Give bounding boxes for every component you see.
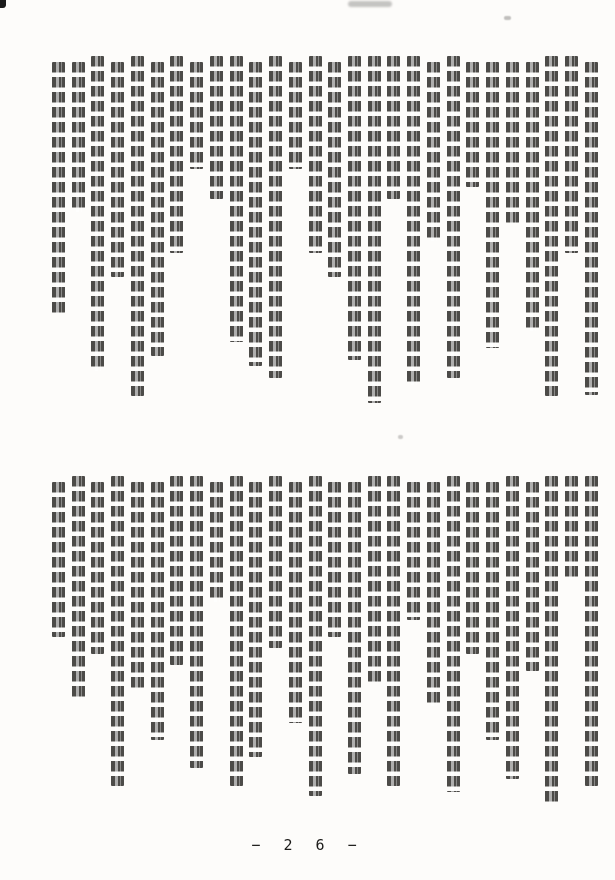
redacted-text-column xyxy=(72,476,85,700)
redacted-text-column xyxy=(170,56,183,253)
redacted-text-column xyxy=(387,56,400,199)
redacted-text-column xyxy=(348,482,361,774)
redacted-text-column xyxy=(269,476,282,648)
redacted-text-column xyxy=(585,476,598,786)
redacted-text-column xyxy=(466,62,479,187)
redacted-text-column xyxy=(111,62,124,277)
redacted-text-column xyxy=(585,62,598,395)
scan-artifact-corner xyxy=(0,0,6,8)
redacted-text-column xyxy=(289,482,302,723)
redacted-text-column xyxy=(249,482,262,757)
redacted-text-column xyxy=(447,476,460,792)
redacted-text-column xyxy=(210,482,223,602)
redacted-text-column xyxy=(387,476,400,786)
redacted-text-column xyxy=(427,62,440,241)
redacted-text-column xyxy=(486,482,499,740)
redacted-text-column xyxy=(565,476,578,579)
top-text-block xyxy=(52,56,598,414)
redacted-text-column xyxy=(289,62,302,169)
redacted-text-column xyxy=(170,476,183,665)
redacted-text-column xyxy=(151,482,164,740)
redacted-text-column xyxy=(309,56,322,253)
redacted-text-column xyxy=(131,56,144,396)
redacted-text-column xyxy=(249,62,262,366)
redacted-text-column xyxy=(368,56,381,403)
redacted-text-column xyxy=(506,62,519,223)
redacted-text-column xyxy=(526,62,539,331)
redacted-text-column xyxy=(210,56,223,199)
bottom-text-block xyxy=(52,476,598,820)
redacted-text-column xyxy=(427,482,440,706)
redacted-text-column xyxy=(131,482,144,688)
redacted-text-column xyxy=(328,482,341,637)
scan-artifact-fleck xyxy=(398,435,403,439)
redacted-text-column xyxy=(230,476,243,786)
redacted-text-column xyxy=(328,62,341,277)
redacted-text-column xyxy=(486,62,499,348)
redacted-text-column xyxy=(91,56,104,371)
redacted-text-column xyxy=(526,482,539,671)
redacted-text-column xyxy=(190,62,203,169)
redacted-text-column xyxy=(52,62,65,313)
redacted-text-column xyxy=(52,482,65,637)
redacted-text-column xyxy=(190,476,203,768)
redacted-text-column xyxy=(466,482,479,654)
redacted-text-column xyxy=(506,476,519,779)
redacted-text-column xyxy=(309,476,322,796)
redacted-text-column xyxy=(230,56,243,342)
redacted-text-column xyxy=(447,56,460,378)
redacted-text-column xyxy=(72,62,85,212)
redacted-text-column xyxy=(368,476,381,682)
redacted-text-column xyxy=(111,476,124,786)
scan-artifact-fleck xyxy=(504,16,511,20)
redacted-text-column xyxy=(269,56,282,378)
redacted-text-column xyxy=(151,62,164,356)
page-number: − 2 6 − xyxy=(251,836,364,854)
redacted-text-column xyxy=(407,56,420,385)
redacted-text-column xyxy=(545,476,558,803)
redacted-text-column xyxy=(348,56,361,360)
redacted-text-column xyxy=(91,482,104,654)
redacted-text-column xyxy=(545,56,558,396)
redacted-text-column xyxy=(407,482,420,620)
redacted-text-column xyxy=(565,56,578,253)
scan-artifact-smudge xyxy=(348,1,392,7)
